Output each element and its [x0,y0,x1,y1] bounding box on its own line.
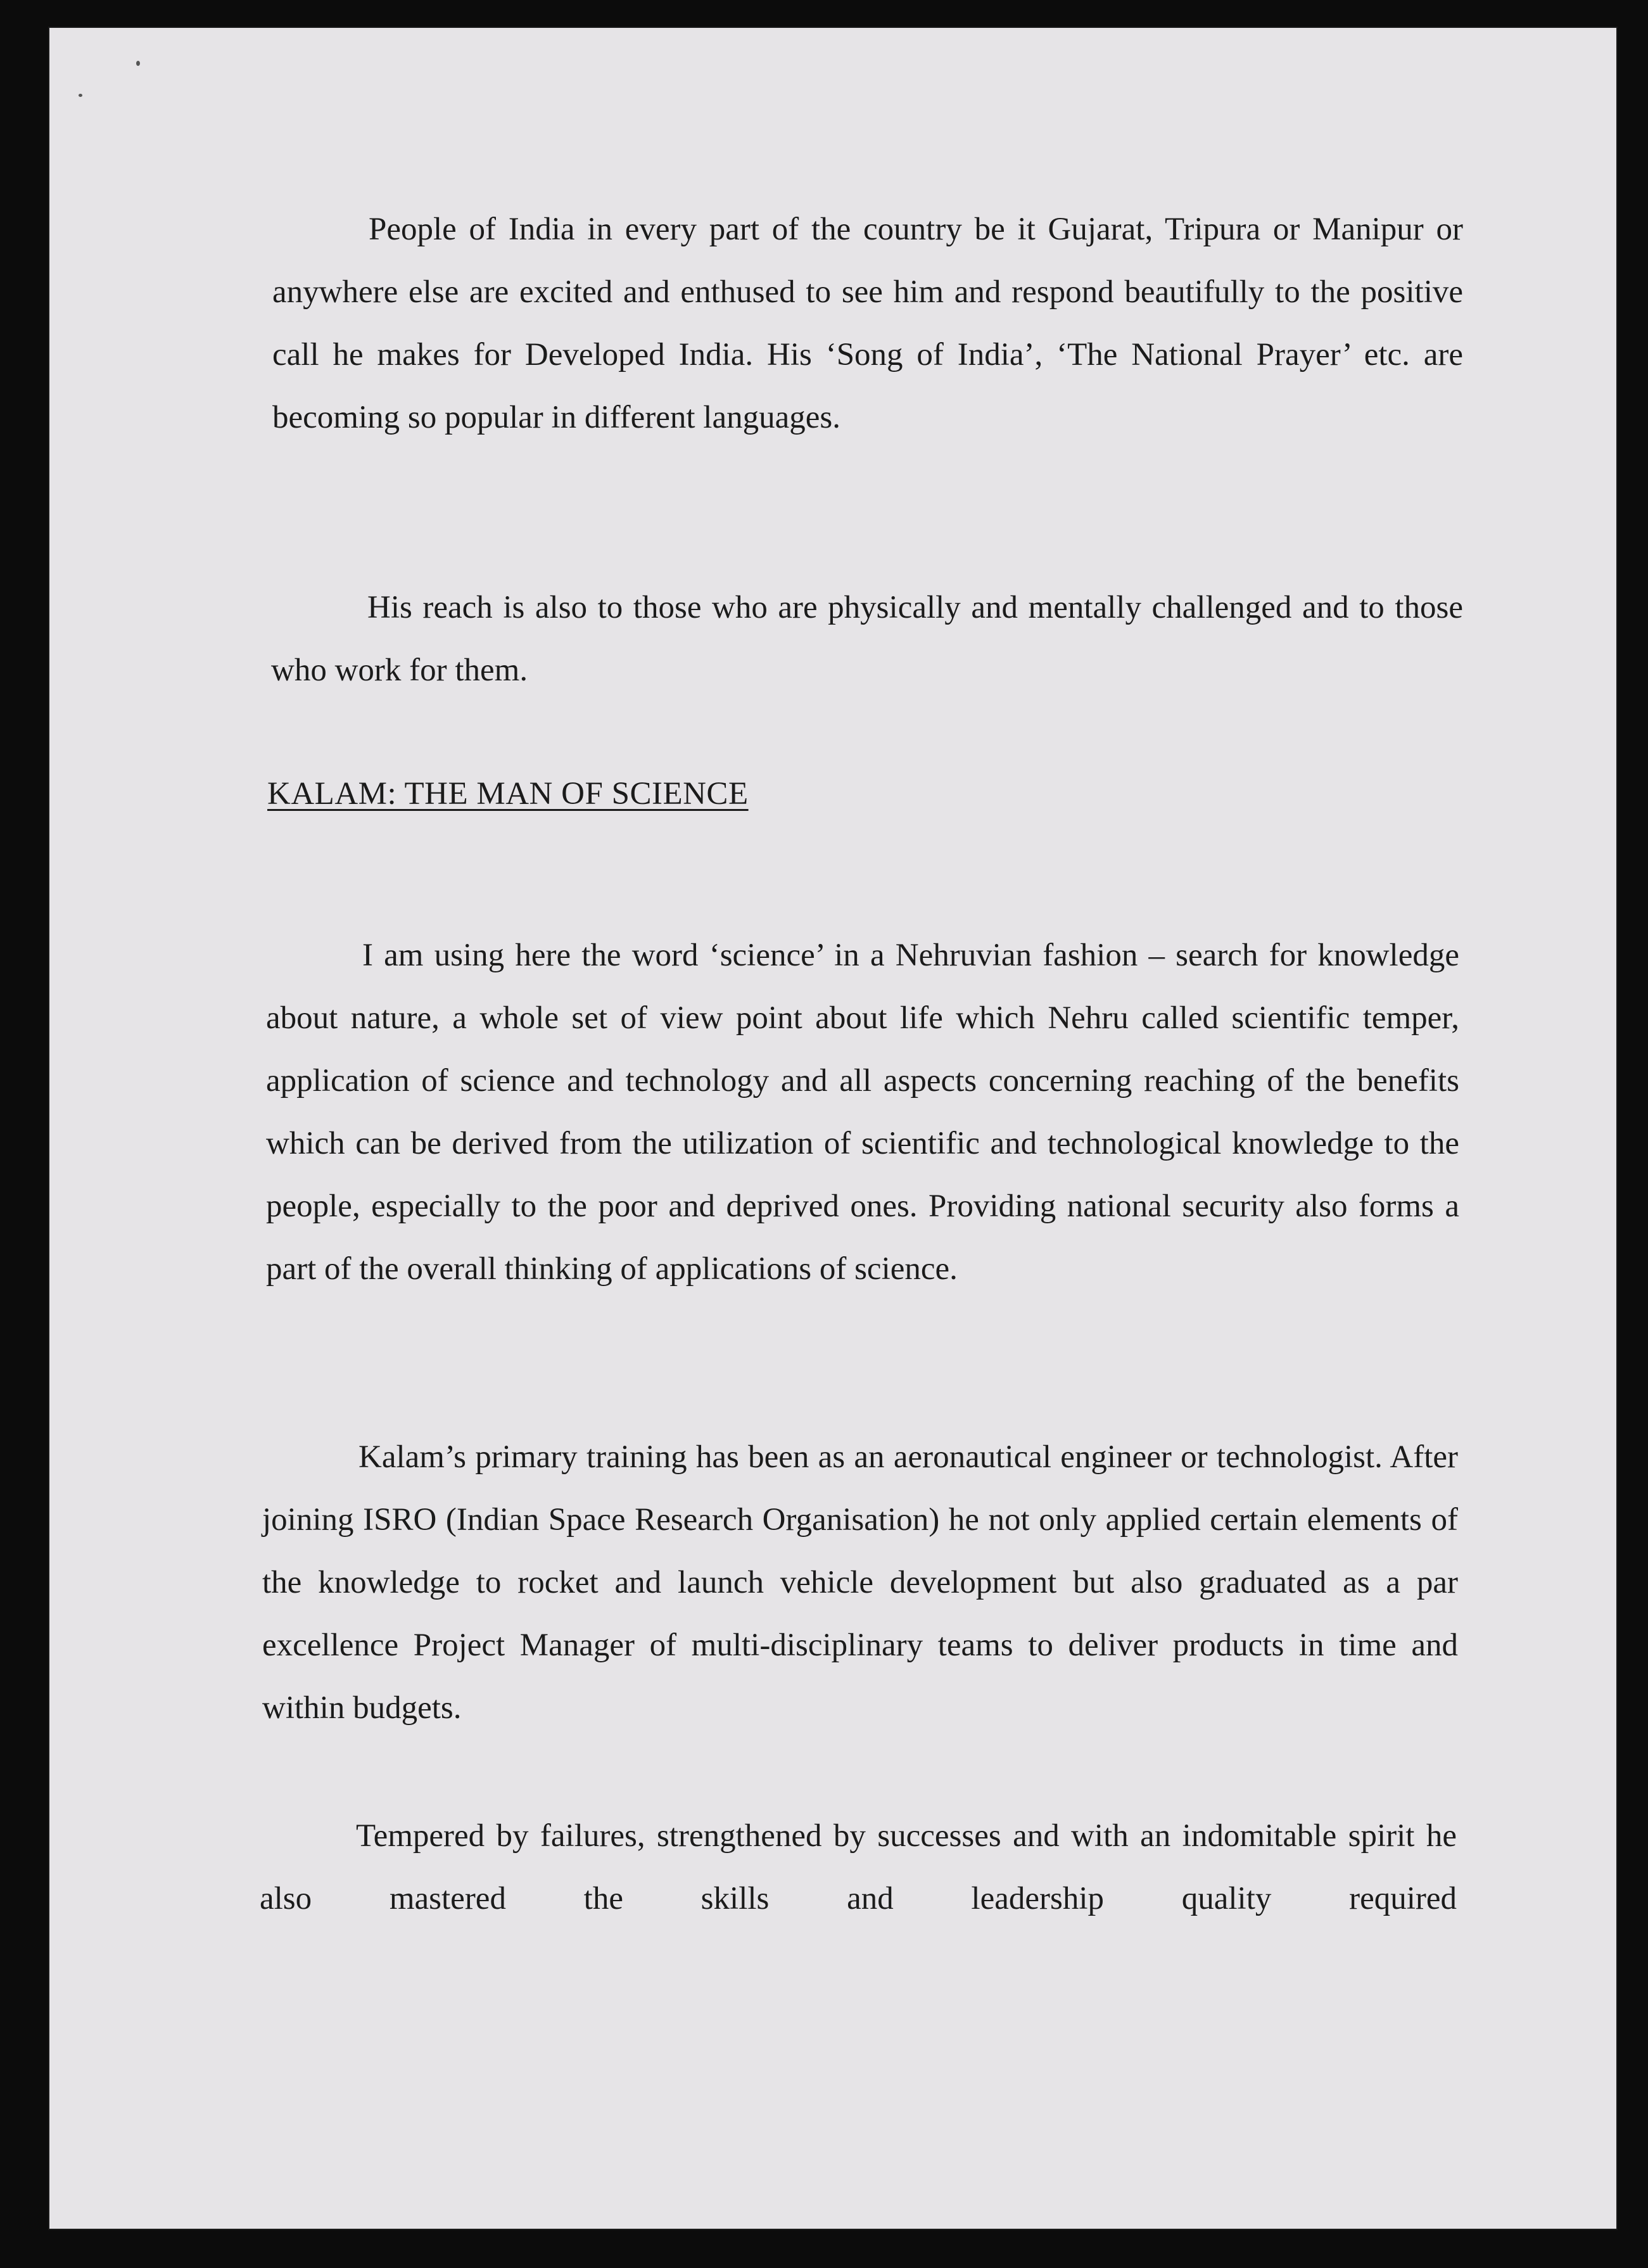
paragraph-5: Tempered by failures, strengthened by successes and with an indomitable spirit he also mastered the skills and leadership quality required [260,1818,1457,1916]
paragraph-group-3 [266,924,1459,1301]
paragraph-group-1 [272,198,1463,449]
paragraph-2: His reach is also to those who are physically and mentally challenged and to those who work for them. [271,590,1463,688]
paragraph-group-2 [271,577,1463,702]
section-heading: KALAM: THE MAN OF SCIENCE [267,776,749,812]
paper-speck [136,61,140,66]
document-page [49,28,1616,2229]
paragraph-1: People of India in every part of the country be it Gujarat, Tripura or Manipur or anywhere else are excited and enthused to see him and respond beautifully to the positive call he makes for Developed India. His ‘Song of India’, ‘The National Prayer’ etc. are becoming so popular in different languages. [272,212,1463,435]
paragraph-3: I am using here the word ‘science’ in a Nehruvian fashion – search for knowledge about nature, a whole set of view point about life which Nehru called scientific temper, application of science and technology and all aspects concerning reaching of the benefits which can be derived from the utilization of scientific and technological knowledge to the people, especially to the poor and deprived ones. Providing national security also forms a part of the overall thinking of applications of science. [266,938,1459,1287]
paragraph-4: Kalam’s primary training has been as an aeronautical engineer or technologist. After joining ISRO (Indian Space Research Organisation) he not only applied certain elements of the knowledge to rocket and launch vehicle development but also graduated as a par excellence Project Manager of multi-disciplinary teams to deliver products in time and within budgets. [262,1439,1458,1726]
paragraph-group-4 [262,1426,1458,1740]
paper-speck [79,94,82,97]
paragraph-group-5 [260,1805,1457,1930]
